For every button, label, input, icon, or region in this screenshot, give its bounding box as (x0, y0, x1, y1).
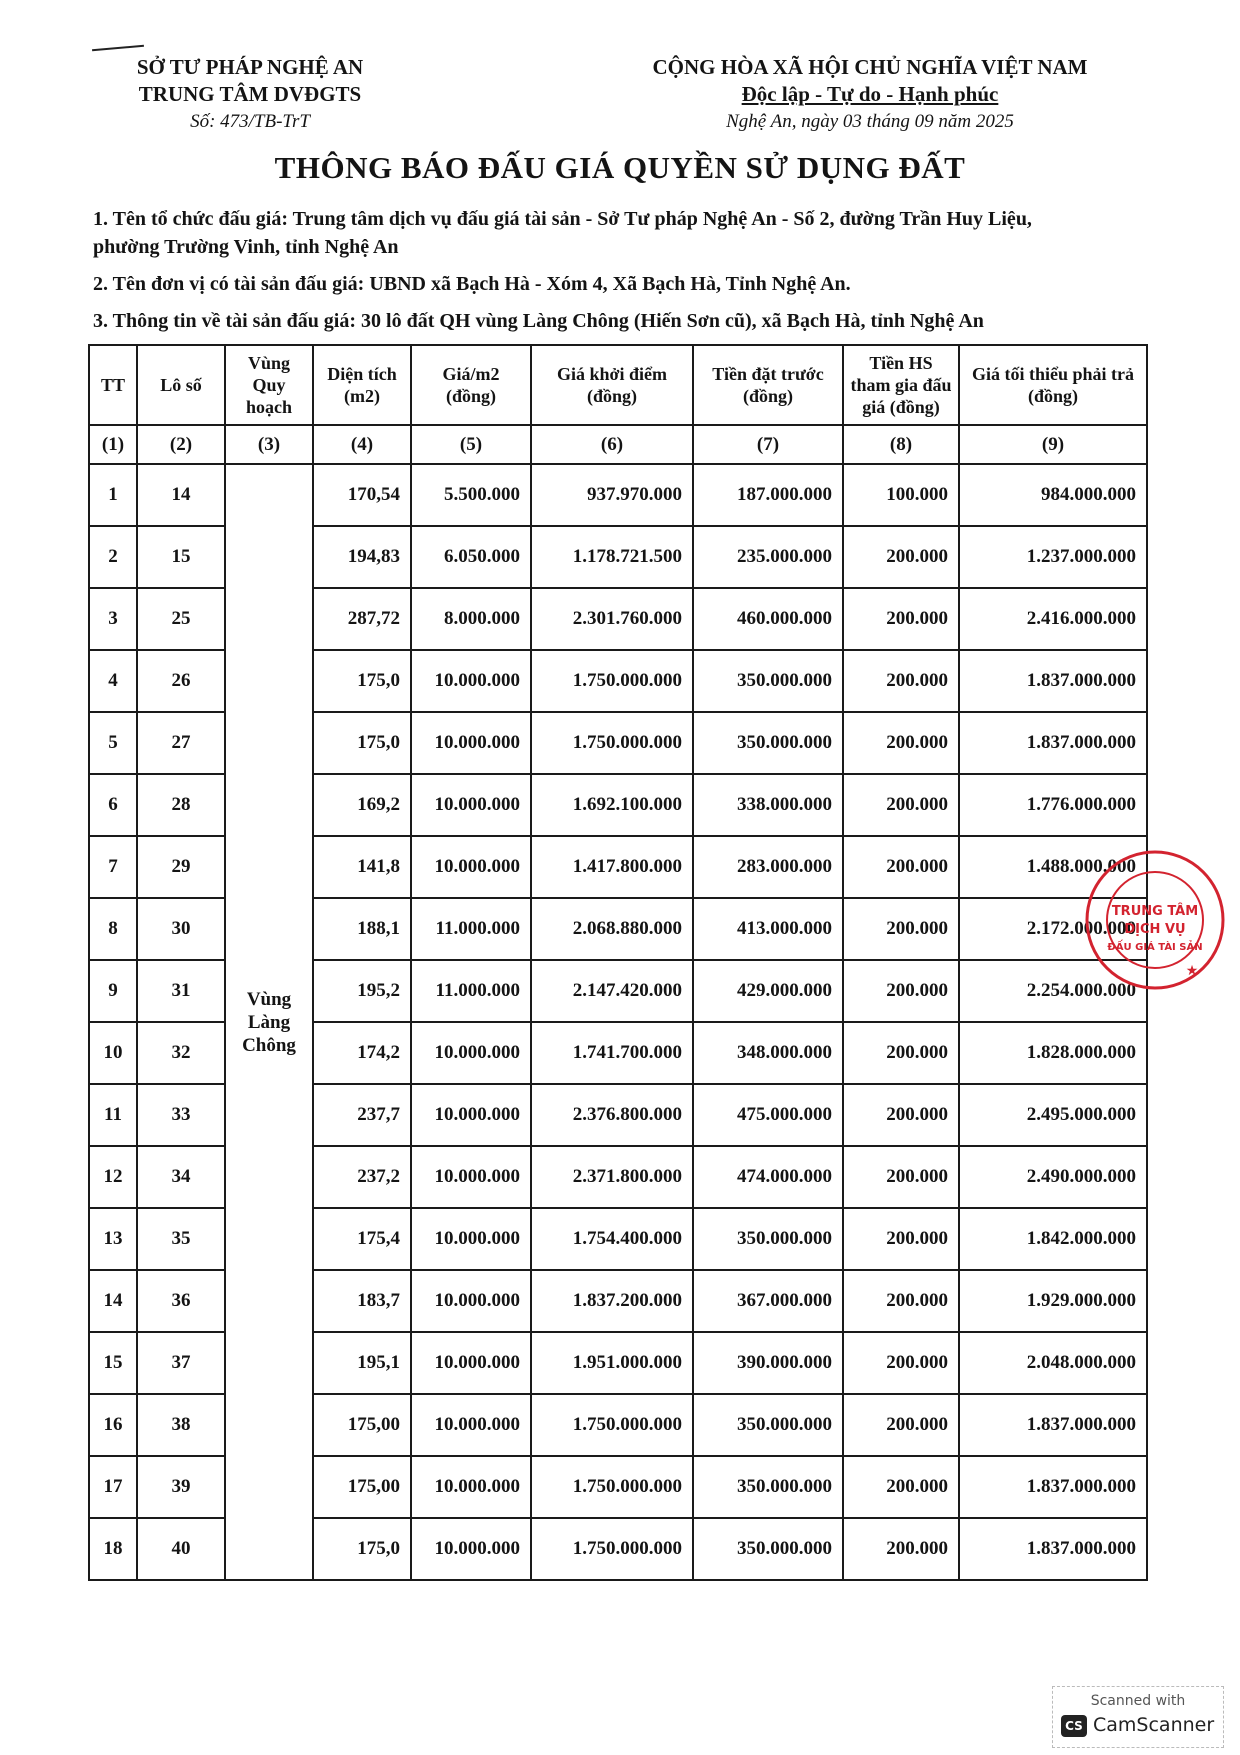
cell-deposit: 350.000.000 (693, 1394, 843, 1456)
cell-area: 175,00 (313, 1456, 411, 1518)
cell-starting-price: 1.178.721.500 (531, 526, 693, 588)
cell-minimum-payment: 1.776.000.000 (959, 774, 1147, 836)
cell-area: 169,2 (313, 774, 411, 836)
header-deposit-line: Tiền đặt trước (712, 364, 824, 384)
header-fee (843, 345, 959, 425)
cell-deposit: 475.000.000 (693, 1084, 843, 1146)
cell-starting-price: 1.750.000.000 (531, 712, 693, 774)
cell-minimum-payment: 1.837.000.000 (959, 1394, 1147, 1456)
cell-tt: 3 (89, 588, 137, 650)
table-row (89, 464, 1147, 526)
cell-starting-price: 1.951.000.000 (531, 1332, 693, 1394)
cell-starting-price: 1.750.000.000 (531, 1518, 693, 1580)
cell-tt: 2 (89, 526, 137, 588)
cell-tt: 13 (89, 1208, 137, 1270)
cell-deposit: 390.000.000 (693, 1332, 843, 1394)
cell-area: 175,4 (313, 1208, 411, 1270)
cell-tt: 17 (89, 1456, 137, 1518)
cell-lot: 27 (137, 712, 225, 774)
section-2: 2. Tên đơn vị có tài sản đấu giá: UBND xã Bạch Hà - Xóm 4, Xã Bạch Hà, Tỉnh Nghệ An. (93, 273, 851, 295)
cell-fee: 200.000 (843, 1084, 959, 1146)
cell-minimum-payment: 2.172.000.000 (959, 898, 1147, 960)
cell-tt: 16 (89, 1394, 137, 1456)
cell-minimum-payment: 2.416.000.000 (959, 588, 1147, 650)
header-tt: TT (89, 345, 137, 425)
cell-tt: 15 (89, 1332, 137, 1394)
header-price-line: (đồng) (445, 386, 496, 406)
header-fee-line: tham gia đấu (850, 375, 952, 395)
cell-starting-price: 2.068.880.000 (531, 898, 693, 960)
auction-table (88, 344, 1148, 1581)
zone-line: Làng (247, 1011, 291, 1033)
cell-price-per-m2: 10.000.000 (411, 836, 531, 898)
cell-price-per-m2: 10.000.000 (411, 1022, 531, 1084)
stamp-line: DỊCH VỤ (1124, 922, 1186, 937)
cell-minimum-payment: 2.048.000.000 (959, 1332, 1147, 1394)
cell-fee: 200.000 (843, 898, 959, 960)
cell-starting-price: 2.147.420.000 (531, 960, 693, 1022)
cell-starting-price: 1.750.000.000 (531, 1456, 693, 1518)
cell-tt: 5 (89, 712, 137, 774)
cell-price-per-m2: 8.000.000 (411, 588, 531, 650)
cell-minimum-payment: 1.929.000.000 (959, 1270, 1147, 1332)
cell-tt: 12 (89, 1146, 137, 1208)
cell-price-per-m2: 6.050.000 (411, 526, 531, 588)
header-zone-line: Quy (252, 375, 286, 395)
column-index-row (89, 425, 1147, 464)
cell-deposit: 350.000.000 (693, 712, 843, 774)
cell-lot: 26 (137, 650, 225, 712)
cell-tt: 18 (89, 1518, 137, 1580)
cell-zone (225, 464, 313, 1580)
cell-tt: 10 (89, 1022, 137, 1084)
header-fee-line: Tiền HS (869, 353, 933, 373)
cell-area: 175,00 (313, 1394, 411, 1456)
stamp-line: TRUNG TÂM (1111, 904, 1199, 919)
agency-name: SỞ TƯ PHÁP NGHỆ AN (136, 55, 364, 79)
cell-area: 183,7 (313, 1270, 411, 1332)
cell-fee: 200.000 (843, 836, 959, 898)
cell-price-per-m2: 10.000.000 (411, 1146, 531, 1208)
cell-deposit: 474.000.000 (693, 1146, 843, 1208)
cell-deposit: 460.000.000 (693, 588, 843, 650)
cell-fee: 200.000 (843, 960, 959, 1022)
cell-starting-price: 2.376.800.000 (531, 1084, 693, 1146)
cell-area: 174,2 (313, 1022, 411, 1084)
cell-deposit: 413.000.000 (693, 898, 843, 960)
section-1 (93, 205, 1143, 261)
cell-lot: 32 (137, 1022, 225, 1084)
zone-line: Vùng (246, 988, 292, 1010)
cell-price-per-m2: 10.000.000 (411, 712, 531, 774)
cell-lot: 36 (137, 1270, 225, 1332)
cell-minimum-payment: 1.828.000.000 (959, 1022, 1147, 1084)
cell-starting-price: 1.754.400.000 (531, 1208, 693, 1270)
scanner-caption: Scanned with (1090, 1693, 1186, 1709)
camscanner-watermark (1052, 1686, 1224, 1748)
stamp-star: ★ (1185, 963, 1199, 979)
cell-fee: 200.000 (843, 650, 959, 712)
cell-area: 175,0 (313, 712, 411, 774)
table-header-row (89, 345, 1147, 425)
column-index: (8) (843, 425, 959, 464)
cell-price-per-m2: 10.000.000 (411, 1332, 531, 1394)
cell-fee: 200.000 (843, 712, 959, 774)
cell-fee: 200.000 (843, 1456, 959, 1518)
header-zone-line: Vùng (247, 353, 291, 373)
cell-minimum-payment: 1.842.000.000 (959, 1208, 1147, 1270)
header-area (313, 345, 411, 425)
column-index: (5) (411, 425, 531, 464)
cell-minimum-payment: 1.488.000.000 (959, 836, 1147, 898)
cell-starting-price: 1.741.700.000 (531, 1022, 693, 1084)
cell-price-per-m2: 10.000.000 (411, 1270, 531, 1332)
cell-price-per-m2: 11.000.000 (411, 898, 531, 960)
center-name: TRUNG TÂM DVĐGTS (138, 82, 362, 106)
header-fee-line: giá (đồng) (862, 397, 940, 417)
cell-minimum-payment: 2.495.000.000 (959, 1084, 1147, 1146)
column-index: (4) (313, 425, 411, 464)
cell-deposit: 350.000.000 (693, 1456, 843, 1518)
cell-deposit: 338.000.000 (693, 774, 843, 836)
header-area-line: (m2) (344, 386, 380, 406)
section-1-line-1: 1. Tên tổ chức đấu giá: Trung tâm dịch vụ đấu giá tài sản - Sở Tư pháp Nghệ An - Số 2, đường Trần Huy Liệu, (93, 208, 1032, 230)
cell-tt: 1 (89, 464, 137, 526)
cell-fee: 200.000 (843, 1332, 959, 1394)
cell-lot: 14 (137, 464, 225, 526)
column-index: (1) (89, 425, 137, 464)
cell-starting-price: 1.750.000.000 (531, 650, 693, 712)
page-title: THÔNG BÁO ĐẤU GIÁ QUYỀN SỬ DỤNG ĐẤT (274, 150, 966, 185)
zone-line: Chông (242, 1034, 296, 1056)
header-start-line: (đồng) (586, 386, 637, 406)
cell-lot: 38 (137, 1394, 225, 1456)
cell-price-per-m2: 10.000.000 (411, 1208, 531, 1270)
section-1-line-2: phường Trường Vinh, tỉnh Nghệ An (93, 236, 399, 258)
cell-starting-price: 1.692.100.000 (531, 774, 693, 836)
cell-fee: 200.000 (843, 1270, 959, 1332)
cell-lot: 40 (137, 1518, 225, 1580)
cell-starting-price: 1.837.200.000 (531, 1270, 693, 1332)
cell-price-per-m2: 10.000.000 (411, 1394, 531, 1456)
cell-minimum-payment: 1.837.000.000 (959, 650, 1147, 712)
header-lot: Lô số (137, 345, 225, 425)
cell-area: 141,8 (313, 836, 411, 898)
cell-area: 175,0 (313, 1518, 411, 1580)
cell-tt: 11 (89, 1084, 137, 1146)
cell-price-per-m2: 10.000.000 (411, 774, 531, 836)
cell-fee: 200.000 (843, 526, 959, 588)
cell-area: 237,2 (313, 1146, 411, 1208)
cell-deposit: 235.000.000 (693, 526, 843, 588)
cell-deposit: 367.000.000 (693, 1270, 843, 1332)
column-index: (7) (693, 425, 843, 464)
cell-minimum-payment: 1.837.000.000 (959, 712, 1147, 774)
cell-minimum-payment: 984.000.000 (959, 464, 1147, 526)
header-minimum-payment (959, 345, 1147, 425)
cell-lot: 35 (137, 1208, 225, 1270)
cell-deposit: 348.000.000 (693, 1022, 843, 1084)
cell-lot: 29 (137, 836, 225, 898)
nation-title: CỘNG HÒA XÃ HỘI CHỦ NGHĨA VIỆT NAM (652, 55, 1088, 79)
pen-mark (92, 45, 144, 52)
cell-area: 170,54 (313, 464, 411, 526)
cell-area: 188,1 (313, 898, 411, 960)
table-body (89, 425, 1147, 1580)
scanner-brand: CamScanner (1093, 1714, 1215, 1736)
cell-lot: 34 (137, 1146, 225, 1208)
cell-deposit: 187.000.000 (693, 464, 843, 526)
column-index: (6) (531, 425, 693, 464)
cell-area: 195,1 (313, 1332, 411, 1394)
cell-fee: 200.000 (843, 1518, 959, 1580)
cell-deposit: 350.000.000 (693, 650, 843, 712)
column-index: (2) (137, 425, 225, 464)
header-area-line: Diện tích (327, 364, 397, 384)
cell-lot: 31 (137, 960, 225, 1022)
cell-price-per-m2: 10.000.000 (411, 650, 531, 712)
cell-tt: 4 (89, 650, 137, 712)
header-deposit (693, 345, 843, 425)
cell-deposit: 429.000.000 (693, 960, 843, 1022)
cell-minimum-payment: 2.254.000.000 (959, 960, 1147, 1022)
cell-area: 287,72 (313, 588, 411, 650)
cell-minimum-payment: 1.237.000.000 (959, 526, 1147, 588)
header-min-line: (đồng) (1027, 386, 1078, 406)
header-zone-line: hoạch (245, 397, 292, 417)
header-deposit-line: (đồng) (742, 386, 793, 406)
cell-tt: 6 (89, 774, 137, 836)
cell-starting-price: 2.371.800.000 (531, 1146, 693, 1208)
document-number: Số: 473/TB-TrT (190, 111, 310, 132)
cell-fee: 200.000 (843, 1146, 959, 1208)
cell-price-per-m2: 10.000.000 (411, 1518, 531, 1580)
cell-lot: 25 (137, 588, 225, 650)
cell-tt: 8 (89, 898, 137, 960)
cell-price-per-m2: 10.000.000 (411, 1084, 531, 1146)
cell-price-per-m2: 10.000.000 (411, 1456, 531, 1518)
camscanner-logo-icon: CS (1061, 1715, 1087, 1737)
header-price-line: Giá/m2 (442, 364, 500, 384)
cell-starting-price: 1.417.800.000 (531, 836, 693, 898)
cell-lot: 39 (137, 1456, 225, 1518)
stamp-inner-ring (1107, 872, 1203, 968)
cell-price-per-m2: 5.500.000 (411, 464, 531, 526)
cell-lot: 15 (137, 526, 225, 588)
column-index: (3) (225, 425, 313, 464)
cell-lot: 30 (137, 898, 225, 960)
section-3: 3. Thông tin về tài sản đấu giá: 30 lô đất QH vùng Làng Chông (Hiến Sơn cũ), xã Bạch Hà, tỉnh Nghệ An (93, 310, 984, 332)
header-price-per-m2 (411, 345, 531, 425)
official-stamp (1080, 845, 1230, 995)
cell-price-per-m2: 11.000.000 (411, 960, 531, 1022)
header-starting-price (531, 345, 693, 425)
cell-lot: 33 (137, 1084, 225, 1146)
cell-deposit: 350.000.000 (693, 1208, 843, 1270)
column-index: (9) (959, 425, 1147, 464)
cell-minimum-payment: 2.490.000.000 (959, 1146, 1147, 1208)
cell-starting-price: 2.301.760.000 (531, 588, 693, 650)
cell-fee: 200.000 (843, 1022, 959, 1084)
cell-lot: 28 (137, 774, 225, 836)
cell-fee: 100.000 (843, 464, 959, 526)
cell-fee: 200.000 (843, 588, 959, 650)
cell-tt: 7 (89, 836, 137, 898)
cell-deposit: 350.000.000 (693, 1518, 843, 1580)
header-min-line: Giá tối thiểu phải trả (971, 364, 1134, 384)
header-left (100, 54, 400, 135)
cell-minimum-payment: 1.837.000.000 (959, 1518, 1147, 1580)
cell-area: 194,83 (313, 526, 411, 588)
header-right (600, 54, 1140, 135)
header-start-line: Giá khởi điểm (557, 364, 667, 384)
cell-area: 237,7 (313, 1084, 411, 1146)
cell-tt: 14 (89, 1270, 137, 1332)
cell-deposit: 283.000.000 (693, 836, 843, 898)
cell-fee: 200.000 (843, 774, 959, 836)
cell-starting-price: 1.750.000.000 (531, 1394, 693, 1456)
cell-area: 195,2 (313, 960, 411, 1022)
cell-lot: 37 (137, 1332, 225, 1394)
motto: Độc lập - Tự do - Hạnh phúc (741, 82, 999, 106)
cell-starting-price: 937.970.000 (531, 464, 693, 526)
document-date: Nghệ An, ngày 03 tháng 09 năm 2025 (726, 111, 1014, 132)
cell-tt: 9 (89, 960, 137, 1022)
cell-area: 175,0 (313, 650, 411, 712)
header-zone (225, 345, 313, 425)
stamp-line: ĐẤU GIÁ TÀI SẢN (1107, 942, 1203, 953)
cell-fee: 200.000 (843, 1208, 959, 1270)
cell-minimum-payment: 1.837.000.000 (959, 1456, 1147, 1518)
cell-fee: 200.000 (843, 1394, 959, 1456)
